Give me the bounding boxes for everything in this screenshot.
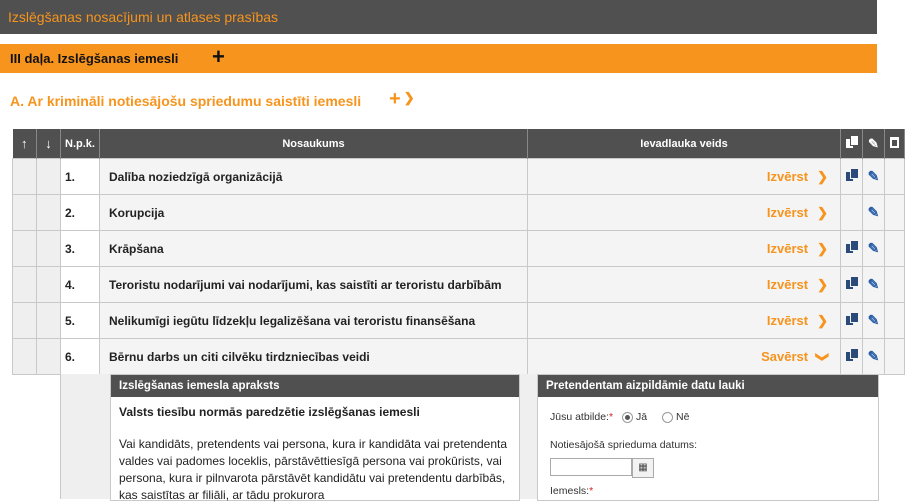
row-number: 4. <box>61 267 100 303</box>
row-number: 3. <box>61 231 100 267</box>
collapse-link[interactable] <box>528 339 841 375</box>
row-number: 6. <box>61 339 100 375</box>
row-name: Nelikumīgi iegūtu līdzekļu legalizēšana vai teroristu finansēšana <box>100 303 528 339</box>
reason-description-panel <box>110 374 520 501</box>
calendar-icon[interactable]: ▦ <box>632 458 654 478</box>
row-name: Korupcija <box>100 195 528 231</box>
expand-label[interactable]: Izvērst <box>766 240 809 256</box>
copy-cell[interactable] <box>841 267 863 303</box>
delete-cell <box>885 339 905 375</box>
move-up-cell[interactable] <box>13 195 37 231</box>
section-header <box>0 44 877 73</box>
page-title: Izslēgšanas nosacījumi un atlases prasības <box>8 9 279 25</box>
radio-no-label[interactable]: Nē <box>676 411 690 423</box>
panel-header: Pretendentam aizpildāmie datu lauki <box>538 375 878 397</box>
pencil-icon[interactable]: ✎ <box>867 240 880 256</box>
name-header: Nosaukums <box>100 129 528 159</box>
subsection-title: A. Ar krimināli notiesājošu spriedumu saistīti iemesli <box>10 93 362 109</box>
delete-cell <box>885 267 905 303</box>
collapse-label[interactable]: Savērst <box>761 348 809 364</box>
move-down-cell[interactable] <box>37 339 61 375</box>
top-bar <box>0 0 877 34</box>
expand-link[interactable] <box>528 303 841 339</box>
table-row <box>13 195 905 231</box>
arrow-down-icon: ↓ <box>45 136 52 151</box>
subsection-actions <box>389 88 415 111</box>
reason-label: Iemesls: <box>550 485 590 497</box>
expand-link[interactable] <box>528 231 841 267</box>
type-header: Ievadlauka veids <box>528 129 841 159</box>
copy-cell[interactable] <box>841 159 863 195</box>
npk-header: N.p.k. <box>61 129 100 159</box>
copy-icon <box>846 136 857 148</box>
delete-cell <box>885 159 905 195</box>
row-name: Bērnu darbs un citi cilvēku tirdzniecības veidi <box>100 339 528 375</box>
copy-icon[interactable] <box>846 241 857 253</box>
plus-icon[interactable]: + <box>389 88 401 110</box>
copy-icon[interactable] <box>846 277 857 289</box>
table-row <box>13 159 905 195</box>
move-down-header[interactable] <box>37 129 61 159</box>
copy-header <box>841 129 863 159</box>
row-name: Dalība noziedzīgā organizācijā <box>100 159 528 195</box>
copy-icon[interactable] <box>846 169 857 181</box>
row-name: Krāpšana <box>100 231 528 267</box>
pencil-icon[interactable]: ✎ <box>867 348 880 364</box>
data-fields-panel <box>537 374 879 501</box>
reasons-table <box>12 129 905 375</box>
copy-cell[interactable] <box>841 339 863 375</box>
row-number: 1. <box>61 159 100 195</box>
delete-cell <box>885 231 905 267</box>
edit-cell[interactable] <box>863 159 885 195</box>
copy-cell <box>841 195 863 231</box>
move-up-cell[interactable] <box>13 267 37 303</box>
radio-no[interactable] <box>662 412 673 423</box>
radio-yes-label[interactable]: Jā <box>635 411 648 423</box>
plus-icon[interactable]: + <box>212 44 225 69</box>
delete-header <box>885 129 905 159</box>
move-up-cell[interactable] <box>13 159 37 195</box>
move-up-header[interactable] <box>13 129 37 159</box>
copy-icon[interactable] <box>846 313 857 325</box>
table-row <box>13 303 905 339</box>
chevron-right-icon[interactable]: ❯ <box>817 276 828 292</box>
radio-yes[interactable] <box>622 412 633 423</box>
expand-label[interactable]: Izvērst <box>766 276 809 292</box>
chevron-down-icon[interactable]: ❯ <box>403 90 415 105</box>
expand-label[interactable]: Izvērst <box>766 204 809 220</box>
reason-row <box>550 485 593 497</box>
delete-cell <box>885 195 905 231</box>
edit-cell[interactable] <box>863 267 885 303</box>
row-number: 2. <box>61 195 100 231</box>
table-row <box>13 339 905 375</box>
move-down-cell[interactable] <box>37 231 61 267</box>
edit-cell[interactable] <box>863 339 885 375</box>
trash-icon <box>890 137 899 148</box>
table-row <box>13 267 905 303</box>
move-up-cell[interactable] <box>13 231 37 267</box>
required-mark: * <box>589 485 594 497</box>
expand-link[interactable] <box>528 159 841 195</box>
chevron-right-icon[interactable]: ❯ <box>817 240 828 256</box>
row-number: 5. <box>61 303 100 339</box>
description-text: Vai kandidāts, pretendents vai persona, kura ir kandidāta vai pretendenta valdes vai padomes loceklis, pārstāvēttiesīgā persona vai prokūrists, vai persona, kura ir pilnvarota pārstāvēt kandidātu vai pretendentu darbībās, kas saistītas ar filiāli, ar tādu prokurora <box>119 437 508 502</box>
pencil-icon: ✎ <box>868 135 879 151</box>
chevron-down-icon[interactable]: ❯ <box>815 351 831 362</box>
move-up-cell[interactable] <box>13 303 37 339</box>
date-label: Notiesājošā sprieduma datums: <box>550 439 698 451</box>
expand-link[interactable] <box>528 267 841 303</box>
copy-cell[interactable] <box>841 303 863 339</box>
delete-cell <box>885 303 905 339</box>
move-down-cell[interactable] <box>37 159 61 195</box>
chevron-right-icon[interactable]: ❯ <box>817 204 828 220</box>
pencil-icon[interactable]: ✎ <box>867 168 880 184</box>
expand-label[interactable]: Izvērst <box>766 168 809 184</box>
row-name: Teroristu nodarījumi vai nodarījumi, kas saistīti ar teroristu darbībām <box>100 267 528 303</box>
answer-label: Jūsu atbilde: <box>550 411 609 423</box>
table-row <box>13 231 905 267</box>
move-up-cell[interactable] <box>13 339 37 375</box>
description-title: Valsts tiesību normās paredzētie izslēgšanas iemesli <box>119 405 420 419</box>
expand-link[interactable] <box>528 195 841 231</box>
copy-icon[interactable] <box>846 349 857 361</box>
arrow-up-icon: ↑ <box>21 136 28 151</box>
panel-header: Izslēgšanas iemesla apraksts <box>111 375 519 397</box>
copy-cell[interactable] <box>841 231 863 267</box>
move-down-cell[interactable] <box>37 303 61 339</box>
edit-cell[interactable] <box>863 303 885 339</box>
edit-cell[interactable] <box>863 231 885 267</box>
edit-header <box>863 129 885 159</box>
edit-cell[interactable] <box>863 195 885 231</box>
pencil-icon[interactable]: ✎ <box>867 204 880 220</box>
answer-row <box>550 411 689 423</box>
pencil-icon[interactable]: ✎ <box>867 276 880 292</box>
chevron-right-icon[interactable]: ❯ <box>817 168 828 184</box>
move-down-cell[interactable] <box>37 267 61 303</box>
required-mark: * <box>608 411 614 423</box>
date-input[interactable] <box>550 458 632 476</box>
section-title: III daļa. Izslēgšanas iemesli <box>10 51 179 66</box>
chevron-right-icon[interactable]: ❯ <box>817 312 828 328</box>
expand-label[interactable]: Izvērst <box>766 312 809 328</box>
move-down-cell[interactable] <box>37 195 61 231</box>
pencil-icon[interactable]: ✎ <box>867 312 880 328</box>
